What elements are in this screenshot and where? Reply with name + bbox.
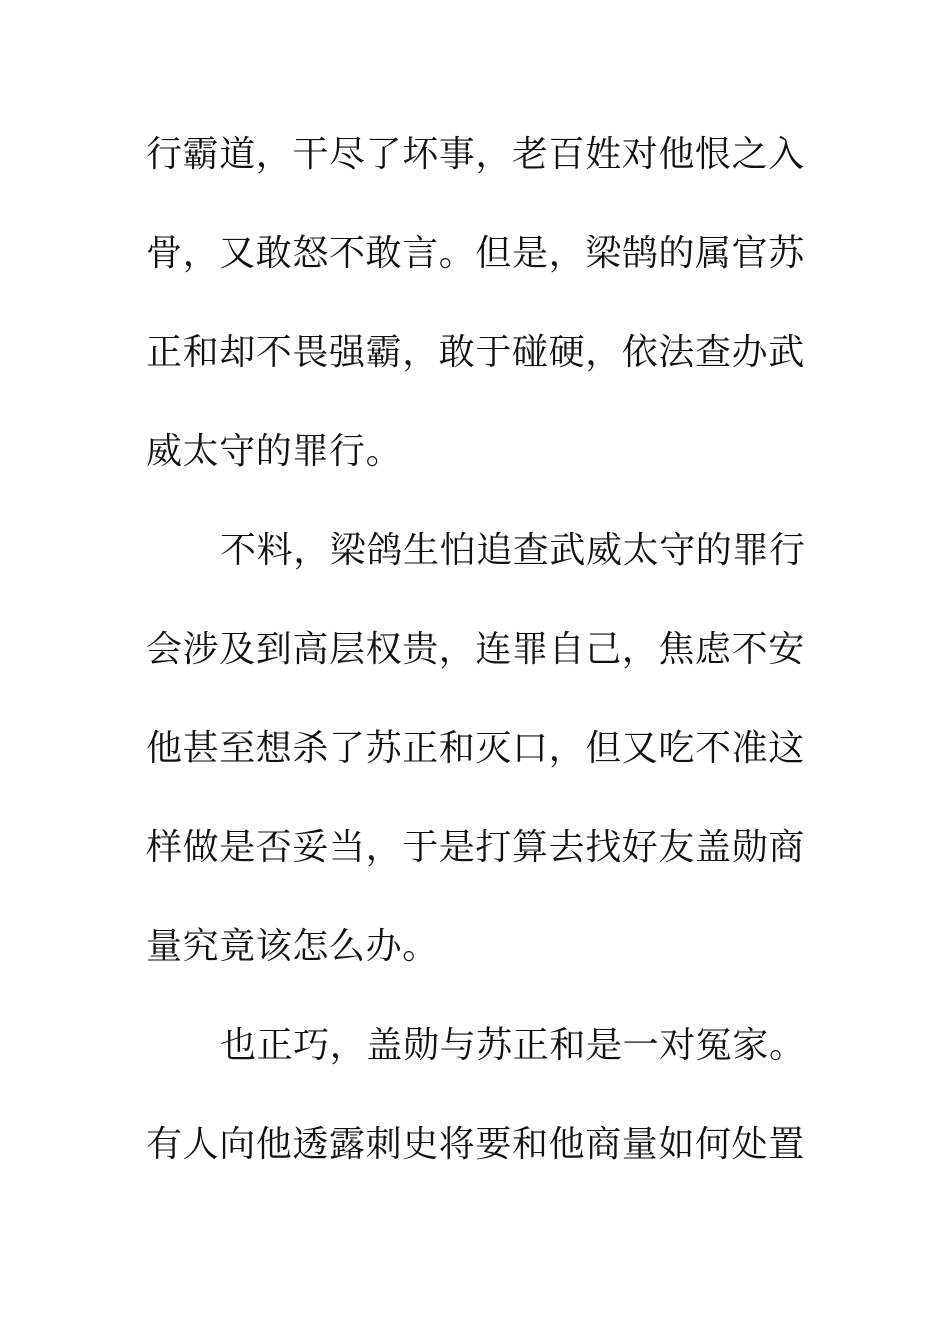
text-line-2: 骨，又敢怒不敢言。但是，梁鹄的属官苏	[146, 233, 805, 274]
text-line-9: 量究竟该怎么办。	[146, 926, 439, 967]
text-line-3: 正和却不畏强霸，敢于碰硬，依法查办武	[146, 332, 805, 373]
text-line-8: 样做是否妥当，于是打算去找好友盖勋商	[146, 827, 805, 868]
paragraph-3-first-line: 也正巧，盖勋与苏正和是一对冤家。	[220, 1025, 806, 1066]
text-line-4: 威太守的罪行。	[146, 431, 403, 472]
text-line-1: 行霸道，干尽了坏事，老百姓对他恨之入	[146, 134, 805, 175]
text-line-6: 会涉及到高层权贵，连罪自己，焦虑不安	[146, 629, 805, 670]
text-line-7: 他甚至想杀了苏正和灭口，但又吃不准这	[146, 728, 805, 769]
paragraph-2-first-line: 不料，梁鸽生怕追查武威太守的罪行	[220, 530, 806, 571]
text-line-11: 有人向他透露刺史将要和他商量如何处置	[146, 1124, 805, 1165]
